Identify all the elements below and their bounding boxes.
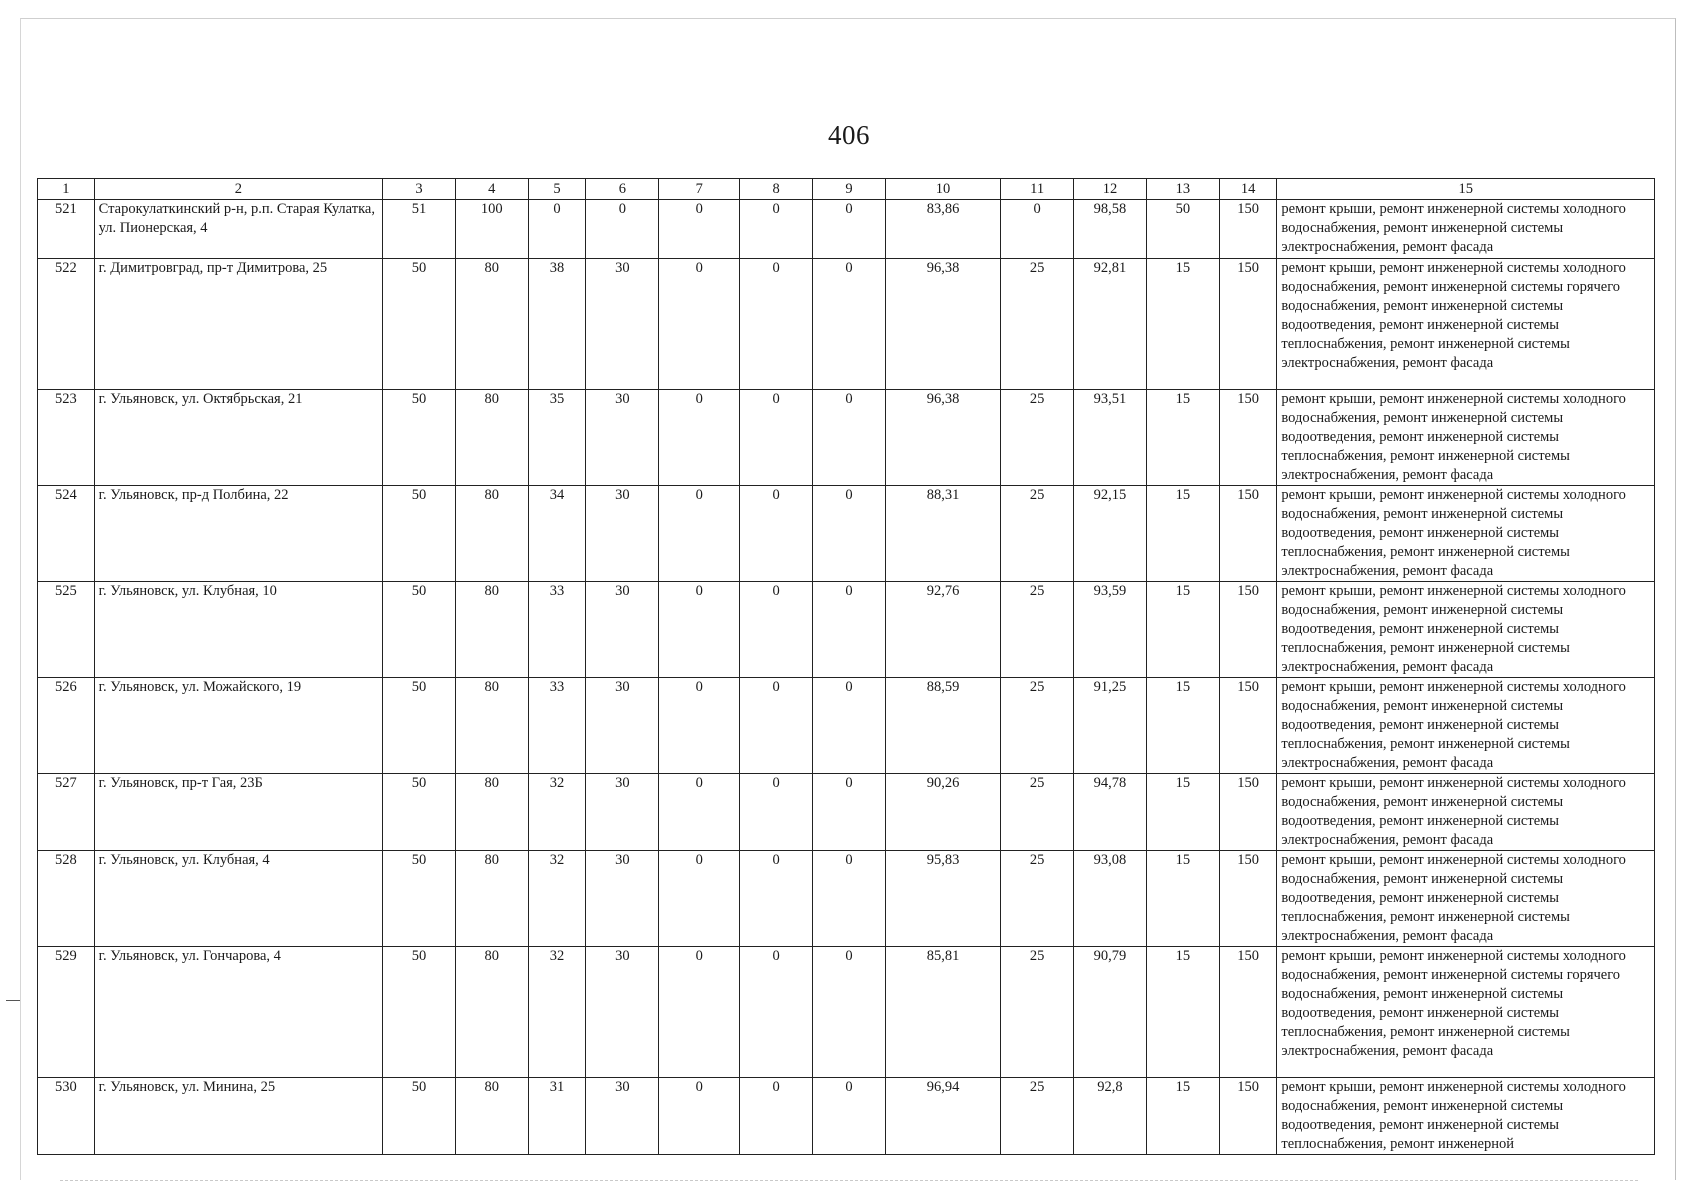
cell-col-4: 100 bbox=[455, 200, 528, 259]
row-number-cell: 524 bbox=[38, 486, 95, 582]
cell-col-4: 80 bbox=[455, 774, 528, 851]
cell-col-4: 80 bbox=[455, 851, 528, 947]
cell-col-3: 50 bbox=[383, 486, 456, 582]
cell-col-13: 15 bbox=[1146, 486, 1219, 582]
cell-col-5: 33 bbox=[528, 582, 586, 678]
row-number-cell: 529 bbox=[38, 947, 95, 1078]
cell-col-10: 96,38 bbox=[885, 390, 1000, 486]
cell-col-6: 30 bbox=[586, 486, 659, 582]
column-header-15: 15 bbox=[1277, 179, 1655, 200]
column-header-4: 4 bbox=[455, 179, 528, 200]
cell-col-9: 0 bbox=[813, 200, 886, 259]
cell-col-8: 0 bbox=[740, 486, 813, 582]
cell-col-12: 90,79 bbox=[1074, 947, 1147, 1078]
cell-col-13: 15 bbox=[1146, 678, 1219, 774]
table-row bbox=[38, 200, 1655, 259]
address-cell: г. Ульяновск, ул. Гончарова, 4 bbox=[94, 947, 382, 1078]
row-number-cell: 526 bbox=[38, 678, 95, 774]
column-header-13: 13 bbox=[1146, 179, 1219, 200]
cell-col-9: 0 bbox=[813, 851, 886, 947]
data-table bbox=[37, 178, 1655, 1155]
cell-col-3: 50 bbox=[383, 582, 456, 678]
cell-col-10: 96,94 bbox=[885, 1078, 1000, 1155]
cell-col-7: 0 bbox=[659, 851, 740, 947]
table-row bbox=[38, 774, 1655, 851]
cell-col-11: 25 bbox=[1001, 259, 1074, 390]
works-cell: ремонт крыши, ремонт инженерной системы холодного водоснабжения, ремонт инженерной системы водоотведения, ремонт инженерной системы теплоснабжения, ремонт инженерной bbox=[1277, 1078, 1655, 1155]
table-row bbox=[38, 851, 1655, 947]
cell-col-4: 80 bbox=[455, 678, 528, 774]
cell-col-7: 0 bbox=[659, 947, 740, 1078]
cell-col-5: 38 bbox=[528, 259, 586, 390]
cell-col-6: 30 bbox=[586, 390, 659, 486]
cell-col-11: 25 bbox=[1001, 390, 1074, 486]
cell-col-12: 98,58 bbox=[1074, 200, 1147, 259]
cell-col-8: 0 bbox=[740, 774, 813, 851]
column-header-5: 5 bbox=[528, 179, 586, 200]
cell-col-7: 0 bbox=[659, 259, 740, 390]
cell-col-9: 0 bbox=[813, 774, 886, 851]
table-row bbox=[38, 259, 1655, 390]
cell-col-5: 32 bbox=[528, 851, 586, 947]
address-cell: г. Ульяновск, ул. Можайского, 19 bbox=[94, 678, 382, 774]
cell-col-14: 150 bbox=[1219, 259, 1277, 390]
cell-col-9: 0 bbox=[813, 947, 886, 1078]
address-cell: г. Ульяновск, ул. Минина, 25 bbox=[94, 1078, 382, 1155]
cell-col-11: 25 bbox=[1001, 851, 1074, 947]
cell-col-14: 150 bbox=[1219, 678, 1277, 774]
cell-col-14: 150 bbox=[1219, 851, 1277, 947]
cell-col-11: 25 bbox=[1001, 582, 1074, 678]
column-header-6: 6 bbox=[586, 179, 659, 200]
table-row bbox=[38, 582, 1655, 678]
column-header-9: 9 bbox=[813, 179, 886, 200]
cell-col-5: 32 bbox=[528, 774, 586, 851]
cell-col-4: 80 bbox=[455, 582, 528, 678]
cell-col-5: 33 bbox=[528, 678, 586, 774]
cell-col-12: 92,81 bbox=[1074, 259, 1147, 390]
cell-col-14: 150 bbox=[1219, 774, 1277, 851]
cell-col-8: 0 bbox=[740, 259, 813, 390]
cell-col-12: 92,8 bbox=[1074, 1078, 1147, 1155]
cell-col-11: 25 bbox=[1001, 486, 1074, 582]
address-cell: г. Ульяновск, ул. Клубная, 10 bbox=[94, 582, 382, 678]
cell-col-4: 80 bbox=[455, 1078, 528, 1155]
cell-col-7: 0 bbox=[659, 200, 740, 259]
table-row bbox=[38, 486, 1655, 582]
cell-col-5: 32 bbox=[528, 947, 586, 1078]
works-cell: ремонт крыши, ремонт инженерной системы холодного водоснабжения, ремонт инженерной системы горячего водоснабжения, ремонт инженерной системы водоотведения, ремонт инженерной системы теплоснабжения, ремонт инженерной системы электроснабжения, ремонт фасада bbox=[1277, 259, 1655, 390]
cell-col-5: 31 bbox=[528, 1078, 586, 1155]
cell-col-8: 0 bbox=[740, 678, 813, 774]
column-header-8: 8 bbox=[740, 179, 813, 200]
cell-col-7: 0 bbox=[659, 678, 740, 774]
row-number-cell: 530 bbox=[38, 1078, 95, 1155]
cell-col-14: 150 bbox=[1219, 1078, 1277, 1155]
margin-mark bbox=[6, 1000, 20, 1001]
address-cell: г. Ульяновск, пр-д Полбина, 22 bbox=[94, 486, 382, 582]
address-cell: г. Ульяновск, ул. Октябрьская, 21 bbox=[94, 390, 382, 486]
cell-col-3: 50 bbox=[383, 851, 456, 947]
cell-col-10: 92,76 bbox=[885, 582, 1000, 678]
cell-col-9: 0 bbox=[813, 678, 886, 774]
cell-col-6: 30 bbox=[586, 947, 659, 1078]
cell-col-8: 0 bbox=[740, 947, 813, 1078]
cell-col-8: 0 bbox=[740, 1078, 813, 1155]
cell-col-3: 50 bbox=[383, 390, 456, 486]
cell-col-10: 95,83 bbox=[885, 851, 1000, 947]
cell-col-14: 150 bbox=[1219, 390, 1277, 486]
works-cell: ремонт крыши, ремонт инженерной системы холодного водоснабжения, ремонт инженерной системы водоотведения, ремонт инженерной системы теплоснабжения, ремонт инженерной системы электроснабжения, ремонт фасада bbox=[1277, 390, 1655, 486]
cell-col-4: 80 bbox=[455, 486, 528, 582]
row-number-cell: 528 bbox=[38, 851, 95, 947]
works-cell: ремонт крыши, ремонт инженерной системы холодного водоснабжения, ремонт инженерной системы водоотведения, ремонт инженерной системы теплоснабжения, ремонт инженерной системы электроснабжения, ремонт фасада bbox=[1277, 678, 1655, 774]
column-header-row bbox=[38, 179, 1655, 200]
column-header-10: 10 bbox=[885, 179, 1000, 200]
cell-col-6: 30 bbox=[586, 582, 659, 678]
cell-col-8: 0 bbox=[740, 390, 813, 486]
cell-col-13: 15 bbox=[1146, 259, 1219, 390]
cell-col-3: 50 bbox=[383, 1078, 456, 1155]
cell-col-11: 25 bbox=[1001, 947, 1074, 1078]
cell-col-12: 94,78 bbox=[1074, 774, 1147, 851]
cell-col-5: 34 bbox=[528, 486, 586, 582]
cell-col-11: 25 bbox=[1001, 1078, 1074, 1155]
works-cell: ремонт крыши, ремонт инженерной системы холодного водоснабжения, ремонт инженерной системы электроснабжения, ремонт фасада bbox=[1277, 200, 1655, 259]
column-header-3: 3 bbox=[383, 179, 456, 200]
cell-col-8: 0 bbox=[740, 851, 813, 947]
cell-col-5: 0 bbox=[528, 200, 586, 259]
cell-col-9: 0 bbox=[813, 582, 886, 678]
cell-col-10: 90,26 bbox=[885, 774, 1000, 851]
column-header-11: 11 bbox=[1001, 179, 1074, 200]
cell-col-10: 85,81 bbox=[885, 947, 1000, 1078]
cell-col-3: 50 bbox=[383, 259, 456, 390]
cell-col-3: 51 bbox=[383, 200, 456, 259]
cell-col-4: 80 bbox=[455, 390, 528, 486]
row-number-cell: 523 bbox=[38, 390, 95, 486]
cell-col-10: 83,86 bbox=[885, 200, 1000, 259]
cell-col-6: 30 bbox=[586, 851, 659, 947]
cell-col-6: 30 bbox=[586, 678, 659, 774]
works-cell: ремонт крыши, ремонт инженерной системы холодного водоснабжения, ремонт инженерной системы водоотведения, ремонт инженерной системы теплоснабжения, ремонт инженерной системы электроснабжения, ремонт фасада bbox=[1277, 851, 1655, 947]
page-number: 406 bbox=[828, 120, 870, 150]
cell-col-9: 0 bbox=[813, 1078, 886, 1155]
cell-col-8: 0 bbox=[740, 200, 813, 259]
cell-col-3: 50 bbox=[383, 774, 456, 851]
table-row bbox=[38, 947, 1655, 1078]
cell-col-13: 15 bbox=[1146, 582, 1219, 678]
row-number-cell: 527 bbox=[38, 774, 95, 851]
cell-col-9: 0 bbox=[813, 486, 886, 582]
row-number-cell: 521 bbox=[38, 200, 95, 259]
cell-col-7: 0 bbox=[659, 390, 740, 486]
address-cell: г. Ульяновск, пр-т Гая, 23Б bbox=[94, 774, 382, 851]
cell-col-13: 15 bbox=[1146, 851, 1219, 947]
cell-col-10: 88,31 bbox=[885, 486, 1000, 582]
cell-col-14: 150 bbox=[1219, 200, 1277, 259]
works-cell: ремонт крыши, ремонт инженерной системы холодного водоснабжения, ремонт инженерной системы водоотведения, ремонт инженерной системы электроснабжения, ремонт фасада bbox=[1277, 774, 1655, 851]
cell-col-7: 0 bbox=[659, 582, 740, 678]
cell-col-13: 15 bbox=[1146, 774, 1219, 851]
table-row bbox=[38, 390, 1655, 486]
works-cell: ремонт крыши, ремонт инженерной системы холодного водоснабжения, ремонт инженерной системы водоотведения, ремонт инженерной системы теплоснабжения, ремонт инженерной системы электроснабжения, ремонт фасада bbox=[1277, 582, 1655, 678]
address-cell: Старокулаткинский р-н, р.п. Старая Кулатка, ул. Пионерская, 4 bbox=[94, 200, 382, 259]
cell-col-12: 91,25 bbox=[1074, 678, 1147, 774]
cell-col-8: 0 bbox=[740, 582, 813, 678]
cell-col-14: 150 bbox=[1219, 947, 1277, 1078]
address-cell: г. Димитровград, пр-т Димитрова, 25 bbox=[94, 259, 382, 390]
cell-col-6: 0 bbox=[586, 200, 659, 259]
cell-col-12: 93,59 bbox=[1074, 582, 1147, 678]
cell-col-5: 35 bbox=[528, 390, 586, 486]
row-number-cell: 525 bbox=[38, 582, 95, 678]
cell-col-4: 80 bbox=[455, 947, 528, 1078]
table-row bbox=[38, 678, 1655, 774]
cell-col-14: 150 bbox=[1219, 486, 1277, 582]
table-row bbox=[38, 1078, 1655, 1155]
column-header-12: 12 bbox=[1074, 179, 1147, 200]
cell-col-10: 88,59 bbox=[885, 678, 1000, 774]
cell-col-6: 30 bbox=[586, 259, 659, 390]
column-header-1: 1 bbox=[38, 179, 95, 200]
cell-col-9: 0 bbox=[813, 390, 886, 486]
cell-col-12: 93,51 bbox=[1074, 390, 1147, 486]
address-cell: г. Ульяновск, ул. Клубная, 4 bbox=[94, 851, 382, 947]
column-header-2: 2 bbox=[94, 179, 382, 200]
cell-col-12: 93,08 bbox=[1074, 851, 1147, 947]
cell-col-3: 50 bbox=[383, 947, 456, 1078]
cell-col-11: 25 bbox=[1001, 774, 1074, 851]
cell-col-3: 50 bbox=[383, 678, 456, 774]
works-cell: ремонт крыши, ремонт инженерной системы холодного водоснабжения, ремонт инженерной системы водоотведения, ремонт инженерной системы теплоснабжения, ремонт инженерной системы электроснабжения, ремонт фасада bbox=[1277, 486, 1655, 582]
cell-col-6: 30 bbox=[586, 774, 659, 851]
cell-col-14: 150 bbox=[1219, 582, 1277, 678]
column-header-14: 14 bbox=[1219, 179, 1277, 200]
cell-col-12: 92,15 bbox=[1074, 486, 1147, 582]
works-cell: ремонт крыши, ремонт инженерной системы холодного водоснабжения, ремонт инженерной системы горячего водоснабжения, ремонт инженерной системы водоотведения, ремонт инженерной системы теплоснабжения, ремонт инженерной системы электроснабжения, ремонт фасада bbox=[1277, 947, 1655, 1078]
cell-col-13: 15 bbox=[1146, 1078, 1219, 1155]
cell-col-13: 50 bbox=[1146, 200, 1219, 259]
cell-col-13: 15 bbox=[1146, 390, 1219, 486]
cell-col-7: 0 bbox=[659, 1078, 740, 1155]
cell-col-11: 25 bbox=[1001, 678, 1074, 774]
cell-col-11: 0 bbox=[1001, 200, 1074, 259]
cell-col-13: 15 bbox=[1146, 947, 1219, 1078]
cell-col-4: 80 bbox=[455, 259, 528, 390]
column-header-7: 7 bbox=[659, 179, 740, 200]
cell-col-9: 0 bbox=[813, 259, 886, 390]
cell-col-7: 0 bbox=[659, 774, 740, 851]
cell-col-6: 30 bbox=[586, 1078, 659, 1155]
scan-edge bbox=[60, 1180, 1638, 1181]
row-number-cell: 522 bbox=[38, 259, 95, 390]
cell-col-10: 96,38 bbox=[885, 259, 1000, 390]
cell-col-7: 0 bbox=[659, 486, 740, 582]
